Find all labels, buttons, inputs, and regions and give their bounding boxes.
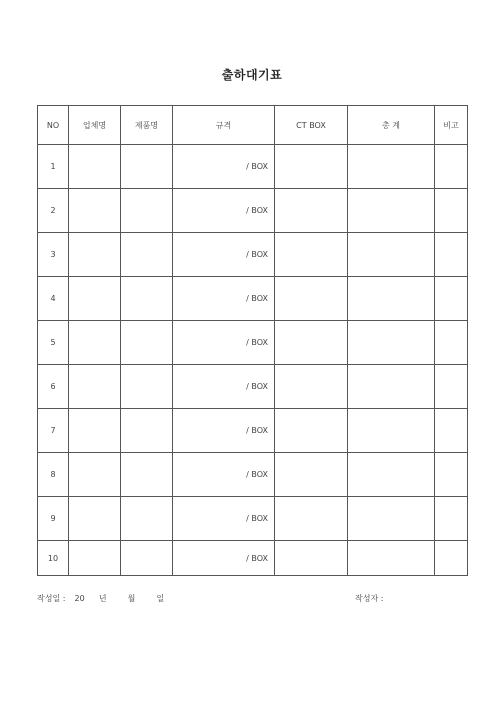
header-total: 총 계 (348, 106, 435, 145)
product-cell[interactable] (121, 277, 173, 321)
row-no: 3 (38, 233, 69, 277)
day-label: 일 (156, 594, 165, 603)
total-cell[interactable] (348, 453, 435, 497)
company-cell[interactable] (69, 409, 121, 453)
total-cell[interactable] (348, 541, 435, 576)
month-label: 월 (127, 594, 136, 603)
table-row (38, 277, 468, 321)
shipment-waiting-table (37, 105, 468, 576)
product-cell[interactable] (121, 145, 173, 189)
ct-box-cell[interactable] (275, 497, 348, 541)
spec-cell[interactable]: / BOX (173, 409, 275, 453)
spec-cell[interactable]: / BOX (173, 277, 275, 321)
row-no: 9 (38, 497, 69, 541)
remarks-cell[interactable] (435, 321, 468, 365)
header-product: 제품명 (121, 106, 173, 145)
product-cell[interactable] (121, 321, 173, 365)
remarks-cell[interactable] (435, 497, 468, 541)
product-cell[interactable] (121, 189, 173, 233)
remarks-cell[interactable] (435, 145, 468, 189)
spec-cell[interactable]: / BOX (173, 365, 275, 409)
author-line (355, 593, 383, 604)
spec-cell[interactable]: / BOX (173, 497, 275, 541)
header-ct-box: CT BOX (275, 106, 348, 145)
table-row (38, 233, 468, 277)
header-remarks: 비고 (435, 106, 468, 145)
remarks-cell[interactable] (435, 189, 468, 233)
remarks-cell[interactable] (435, 541, 468, 576)
ct-box-cell[interactable] (275, 321, 348, 365)
row-no: 2 (38, 189, 69, 233)
ct-box-cell[interactable] (275, 541, 348, 576)
total-cell[interactable] (348, 189, 435, 233)
ct-box-cell[interactable] (275, 233, 348, 277)
header-row (38, 106, 468, 145)
ct-box-cell[interactable] (275, 409, 348, 453)
company-cell[interactable] (69, 365, 121, 409)
spec-cell[interactable]: / BOX (173, 321, 275, 365)
row-no: 10 (38, 541, 69, 576)
ct-box-cell[interactable] (275, 365, 348, 409)
company-cell[interactable] (69, 541, 121, 576)
header-no: NO (38, 106, 69, 145)
total-cell[interactable] (348, 145, 435, 189)
author-label: 작성자 : (355, 594, 384, 603)
spec-cell[interactable]: / BOX (173, 453, 275, 497)
product-cell[interactable] (121, 365, 173, 409)
document-title: 출하대기표 (221, 68, 283, 82)
total-cell[interactable] (348, 277, 435, 321)
company-cell[interactable] (69, 189, 121, 233)
total-cell[interactable] (348, 321, 435, 365)
year-label: 년 (98, 594, 107, 603)
spec-cell[interactable]: / BOX (173, 145, 275, 189)
row-no: 4 (38, 277, 69, 321)
spec-cell[interactable]: / BOX (173, 233, 275, 277)
row-no: 7 (38, 409, 69, 453)
total-cell[interactable] (348, 365, 435, 409)
row-no: 5 (38, 321, 69, 365)
table-row (38, 497, 468, 541)
company-cell[interactable] (69, 233, 121, 277)
date-line (37, 593, 164, 604)
table-row (38, 145, 468, 189)
header-spec: 규격 (173, 106, 275, 145)
remarks-cell[interactable] (435, 277, 468, 321)
company-cell[interactable] (69, 145, 121, 189)
company-cell[interactable] (69, 277, 121, 321)
table-row (38, 409, 468, 453)
row-no: 8 (38, 453, 69, 497)
table-row (38, 541, 468, 576)
ct-box-cell[interactable] (275, 277, 348, 321)
remarks-cell[interactable] (435, 233, 468, 277)
product-cell[interactable] (121, 541, 173, 576)
row-no: 6 (38, 365, 69, 409)
ct-box-cell[interactable] (275, 145, 348, 189)
product-cell[interactable] (121, 233, 173, 277)
year-prefix[interactable]: 20 (74, 594, 85, 603)
remarks-cell[interactable] (435, 453, 468, 497)
row-no: 1 (38, 145, 69, 189)
company-cell[interactable] (69, 321, 121, 365)
total-cell[interactable] (348, 497, 435, 541)
ct-box-cell[interactable] (275, 189, 348, 233)
product-cell[interactable] (121, 497, 173, 541)
table-row (38, 189, 468, 233)
remarks-cell[interactable] (435, 365, 468, 409)
spec-cell[interactable]: / BOX (173, 189, 275, 233)
total-cell[interactable] (348, 409, 435, 453)
remarks-cell[interactable] (435, 409, 468, 453)
company-cell[interactable] (69, 453, 121, 497)
header-company: 업체명 (69, 106, 121, 145)
product-cell[interactable] (121, 409, 173, 453)
product-cell[interactable] (121, 453, 173, 497)
spec-cell[interactable]: / BOX (173, 541, 275, 576)
table-row (38, 321, 468, 365)
company-cell[interactable] (69, 497, 121, 541)
table-row (38, 453, 468, 497)
total-cell[interactable] (348, 233, 435, 277)
date-label: 작성일 : (37, 594, 66, 603)
table-row (38, 365, 468, 409)
ct-box-cell[interactable] (275, 453, 348, 497)
